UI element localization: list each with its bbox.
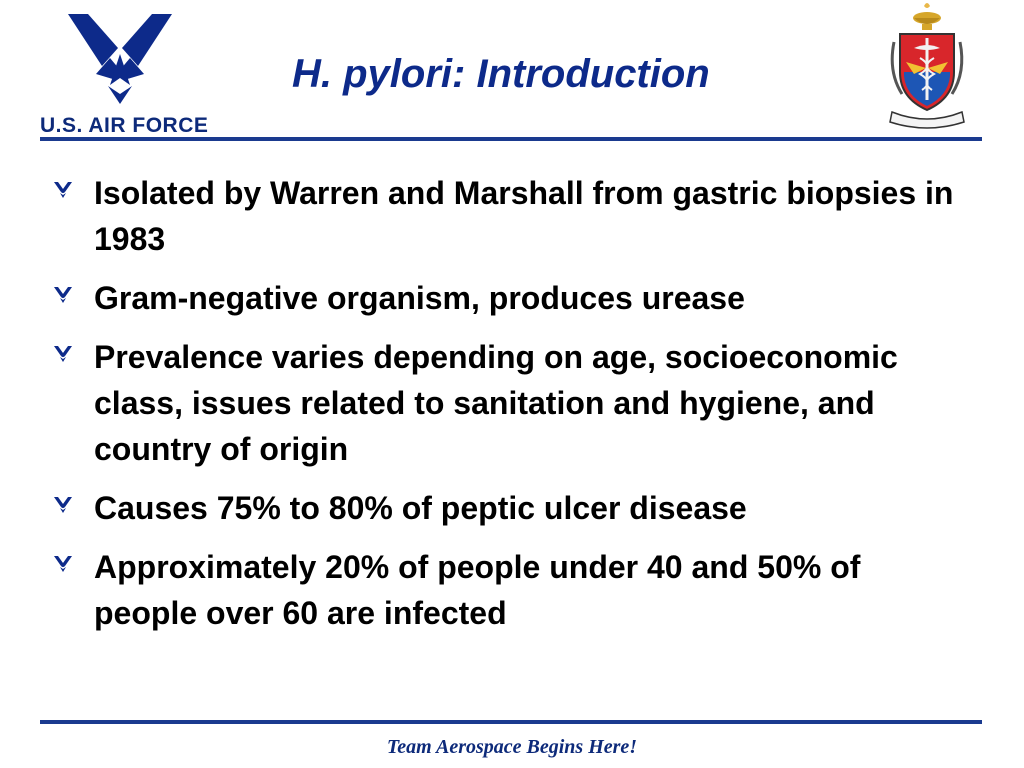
air-force-wings-icon bbox=[60, 8, 180, 108]
header-divider bbox=[40, 137, 982, 141]
bullet-text: Approximately 20% of people under 40 and 50% of people over 60 are infected bbox=[94, 549, 861, 631]
air-force-wordmark: U.S. AIR FORCE bbox=[40, 114, 209, 137]
wings-bullet-icon bbox=[54, 334, 94, 367]
bullet-text: Gram-negative organism, produces urease bbox=[94, 280, 745, 316]
wings-bullet-icon bbox=[54, 275, 94, 308]
list-item bbox=[54, 485, 994, 531]
bullet-text: Prevalence varies depending on age, socioeconomic class, issues related to sanitation and hygiene, and country of origin bbox=[94, 339, 898, 467]
medical-crest-logo bbox=[884, 2, 970, 130]
list-item bbox=[54, 544, 994, 636]
page-title: H. pylori: Introduction bbox=[292, 52, 710, 96]
list-item bbox=[54, 334, 994, 472]
footer-divider bbox=[40, 720, 982, 724]
wings-bullet-icon bbox=[54, 485, 94, 518]
bullet-text: Causes 75% to 80% of peptic ulcer disease bbox=[94, 490, 747, 526]
list-item bbox=[54, 275, 994, 321]
bullet-text: Isolated by Warren and Marshall from gastric biopsies in 1983 bbox=[94, 175, 954, 257]
bullet-list bbox=[54, 170, 994, 649]
list-item bbox=[54, 170, 994, 262]
footer-tagline: Team Aerospace Begins Here! bbox=[386, 736, 638, 758]
wings-bullet-icon bbox=[54, 170, 94, 203]
wings-bullet-icon bbox=[54, 544, 94, 577]
crest-icon bbox=[884, 2, 970, 130]
air-force-logo bbox=[40, 8, 209, 137]
